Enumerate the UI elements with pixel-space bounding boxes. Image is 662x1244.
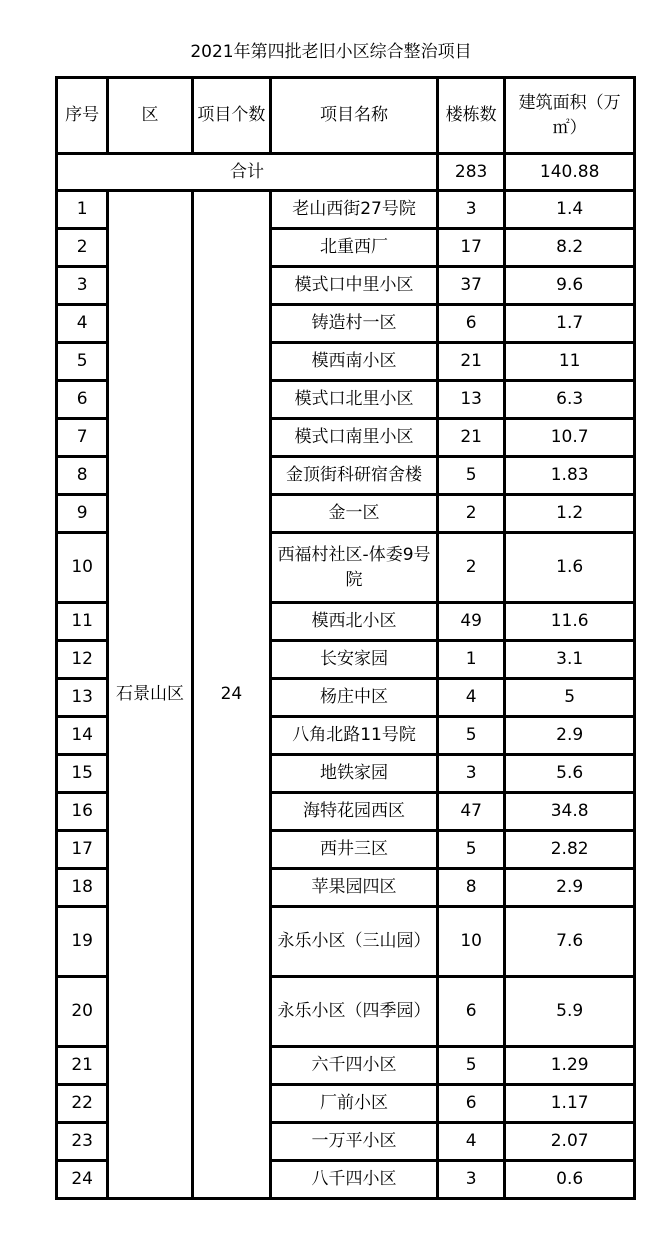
- row-project-name: 金一区: [271, 495, 438, 533]
- row-project-name: 八角北路11号院: [271, 717, 438, 755]
- row-seq: 16: [57, 793, 108, 831]
- row-seq: 7: [57, 419, 108, 457]
- row-seq: 15: [57, 755, 108, 793]
- district-cell: 石景山区: [108, 191, 192, 1199]
- row-floor-area: 11.6: [505, 603, 635, 641]
- row-seq: 21: [57, 1047, 108, 1085]
- row-building-count: 5: [437, 831, 504, 869]
- row-seq: 13: [57, 679, 108, 717]
- row-floor-area: 5: [505, 679, 635, 717]
- total-area: 140.88: [505, 154, 635, 191]
- row-building-count: 2: [437, 495, 504, 533]
- row-floor-area: 5.9: [505, 977, 635, 1047]
- row-floor-area: 1.4: [505, 191, 635, 229]
- row-floor-area: 1.6: [505, 533, 635, 603]
- row-seq: 11: [57, 603, 108, 641]
- header-project-name: 项目名称: [271, 78, 438, 154]
- row-project-name: 模西北小区: [271, 603, 438, 641]
- total-row: [57, 154, 635, 191]
- row-project-name: 一万平小区: [271, 1123, 438, 1161]
- row-project-name: 西福村社区-体委9号院: [271, 533, 438, 603]
- row-building-count: 6: [437, 1085, 504, 1123]
- row-floor-area: 9.6: [505, 267, 635, 305]
- row-seq: 22: [57, 1085, 108, 1123]
- row-seq: 18: [57, 869, 108, 907]
- row-floor-area: 2.07: [505, 1123, 635, 1161]
- row-seq: 20: [57, 977, 108, 1047]
- row-project-name: 海特花园西区: [271, 793, 438, 831]
- row-seq: 8: [57, 457, 108, 495]
- row-seq: 12: [57, 641, 108, 679]
- total-label: 合计: [57, 154, 438, 191]
- row-building-count: 10: [437, 907, 504, 977]
- row-project-name: 西井三区: [271, 831, 438, 869]
- row-floor-area: 2.9: [505, 717, 635, 755]
- row-seq: 6: [57, 381, 108, 419]
- row-floor-area: 1.2: [505, 495, 635, 533]
- row-building-count: 5: [437, 717, 504, 755]
- document-title: 2021年第四批老旧小区综合整治项目: [190, 42, 472, 62]
- row-project-name: 老山西街27号院: [271, 191, 438, 229]
- row-building-count: 4: [437, 679, 504, 717]
- row-building-count: 6: [437, 977, 504, 1047]
- row-building-count: 2: [437, 533, 504, 603]
- row-seq: 5: [57, 343, 108, 381]
- row-building-count: 6: [437, 305, 504, 343]
- row-building-count: 13: [437, 381, 504, 419]
- row-floor-area: 2.82: [505, 831, 635, 869]
- row-seq: 19: [57, 907, 108, 977]
- total-buildings: 283: [437, 154, 504, 191]
- header-district: 区: [108, 78, 192, 154]
- row-seq: 4: [57, 305, 108, 343]
- row-project-name: 模式口南里小区: [271, 419, 438, 457]
- row-project-name: 苹果园四区: [271, 869, 438, 907]
- row-seq: 1: [57, 191, 108, 229]
- row-floor-area: 3.1: [505, 641, 635, 679]
- row-building-count: 4: [437, 1123, 504, 1161]
- project-table: [55, 76, 636, 1200]
- row-floor-area: 1.83: [505, 457, 635, 495]
- row-seq: 10: [57, 533, 108, 603]
- row-project-name: 永乐小区（四季园）: [271, 977, 438, 1047]
- row-building-count: 37: [437, 267, 504, 305]
- project-count-cell: 24: [192, 191, 270, 1199]
- row-building-count: 21: [437, 343, 504, 381]
- row-floor-area: 6.3: [505, 381, 635, 419]
- row-building-count: 5: [437, 1047, 504, 1085]
- row-building-count: 21: [437, 419, 504, 457]
- row-project-name: 铸造村一区: [271, 305, 438, 343]
- header-row: [57, 78, 635, 154]
- row-floor-area: 5.6: [505, 755, 635, 793]
- header-floor-area: 建筑面积（万㎡）: [505, 78, 635, 154]
- row-floor-area: 10.7: [505, 419, 635, 457]
- row-floor-area: 11: [505, 343, 635, 381]
- row-seq: 9: [57, 495, 108, 533]
- row-building-count: 5: [437, 457, 504, 495]
- row-building-count: 3: [437, 755, 504, 793]
- row-project-name: 长安家园: [271, 641, 438, 679]
- row-seq: 14: [57, 717, 108, 755]
- row-building-count: 3: [437, 1161, 504, 1199]
- row-project-name: 八千四小区: [271, 1161, 438, 1199]
- row-project-name: 模式口中里小区: [271, 267, 438, 305]
- row-project-name: 杨庄中区: [271, 679, 438, 717]
- row-project-name: 金顶街科研宿舍楼: [271, 457, 438, 495]
- row-seq: 17: [57, 831, 108, 869]
- row-floor-area: 1.17: [505, 1085, 635, 1123]
- row-floor-area: 8.2: [505, 229, 635, 267]
- row-building-count: 17: [437, 229, 504, 267]
- row-building-count: 49: [437, 603, 504, 641]
- row-seq: 2: [57, 229, 108, 267]
- row-seq: 24: [57, 1161, 108, 1199]
- row-floor-area: 0.6: [505, 1161, 635, 1199]
- row-building-count: 8: [437, 869, 504, 907]
- header-project-count: 项目个数: [192, 78, 270, 154]
- row-project-name: 永乐小区（三山园）: [271, 907, 438, 977]
- row-seq: 23: [57, 1123, 108, 1161]
- header-seq: 序号: [57, 78, 108, 154]
- row-seq: 3: [57, 267, 108, 305]
- row-floor-area: 2.9: [505, 869, 635, 907]
- row-floor-area: 1.29: [505, 1047, 635, 1085]
- row-project-name: 厂前小区: [271, 1085, 438, 1123]
- row-floor-area: 34.8: [505, 793, 635, 831]
- row-building-count: 1: [437, 641, 504, 679]
- row-building-count: 3: [437, 191, 504, 229]
- row-floor-area: 7.6: [505, 907, 635, 977]
- row-project-name: 六千四小区: [271, 1047, 438, 1085]
- row-project-name: 地铁家园: [271, 755, 438, 793]
- row-project-name: 模西南小区: [271, 343, 438, 381]
- row-building-count: 47: [437, 793, 504, 831]
- row-project-name: 模式口北里小区: [271, 381, 438, 419]
- row-project-name: 北重西厂: [271, 229, 438, 267]
- header-building-count: 楼栋数: [437, 78, 504, 154]
- row-floor-area: 1.7: [505, 305, 635, 343]
- table-row: [57, 191, 635, 229]
